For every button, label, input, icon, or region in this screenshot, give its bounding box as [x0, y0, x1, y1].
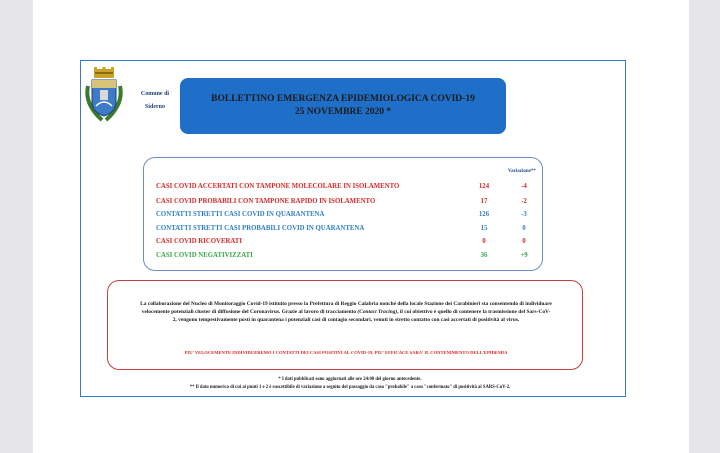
row-value: 124 — [478, 183, 490, 190]
info-box — [107, 280, 583, 370]
row-variation: +9 — [520, 252, 528, 259]
contact-tracing-text — [140, 300, 552, 324]
municipality-label — [132, 88, 178, 114]
municipality-line1: Comune di — [140, 91, 170, 97]
row-variation: 0 — [522, 238, 526, 245]
municipality-line2: Siderno — [144, 104, 165, 110]
row-label: CASI COVID RICOVERATI — [156, 238, 242, 245]
row-label: CASI COVID PROBABILI CON TAMPONE RAPIDO IN ISOLAMENTO — [156, 198, 376, 205]
row-value: 0 — [482, 238, 486, 245]
table-row — [156, 209, 536, 221]
table-row — [156, 236, 536, 248]
table-row — [156, 181, 536, 193]
row-label: CASI COVID NEGATIVIZZATI — [156, 252, 253, 259]
warning-text: PIU' VELOCEMENTE INDIVIDUEREMO I CONTATTI DEI CASI POSITIVI AL COVID-19, PIU' EFFICACE SARA' IL CONTENIMENTO DELL'EPIDEMIA — [184, 350, 508, 355]
row-variation: 0 — [522, 225, 526, 232]
row-label: CASI COVID ACCERTATI CON TAMPONE MOLECOLARE IN ISOLAMENTO — [156, 183, 400, 190]
table-row — [156, 250, 536, 262]
row-label: CONTATTI STRETTI CASI PROBABILI COVID IN QUARANTENA — [156, 225, 365, 232]
title-banner — [180, 78, 506, 134]
info-text-part2: , il cui obiettivo è quello di contenere la trasmissione del Sars-CoV-2, vengono tempestivamente posti in quarantena i potenziali casi di contagio secondari, venuti in stretto contatto con casi accertati di positività al virus. — [172, 309, 551, 323]
row-value: 126 — [478, 211, 490, 218]
footnote-2: ** Il dato numerico di cui ai punti 1 e 2 è suscettibile di variazione a seguito del passaggio da caso "probabile" a caso "confermato" di positività al SARS-CoV-2. — [189, 385, 511, 390]
row-value: 15 — [480, 225, 488, 232]
info-text-italic: (Contact Tracing) — [357, 309, 398, 315]
info-text-part1: La collaborazione del Nucleo di Monitoraggio Covid-19 istituito presso la Prefettura di Reggio Calabria nonché della locale Stazione dei Carabinieri sta consentendo di individuare velocemente potenziali cluster di diffusione del Coronavirus. Grazie al lavoro di tracciamento — [140, 301, 552, 315]
row-variation: -3 — [521, 211, 527, 218]
bulletin-date: 25 NOVEMBRE 2020 * — [294, 107, 392, 117]
town-crest-icon — [80, 66, 128, 124]
table-row — [156, 223, 536, 235]
row-variation: -4 — [521, 183, 527, 190]
variation-header: Variazione** — [508, 169, 536, 174]
footnote-1: * I dati pubblicati sono aggiornati alle ore 24:00 del giorno antecedente. — [278, 377, 422, 382]
bulletin-title: BOLLETTINO EMERGENZA EPIDEMIOLOGICA COVID-19 — [211, 94, 475, 104]
row-value: 36 — [480, 252, 488, 259]
row-variation: -2 — [521, 198, 527, 205]
row-value: 17 — [480, 198, 488, 205]
row-label: CONTATTI STRETTI CASI COVID IN QUARANTENA — [156, 211, 325, 218]
table-row — [156, 196, 536, 208]
